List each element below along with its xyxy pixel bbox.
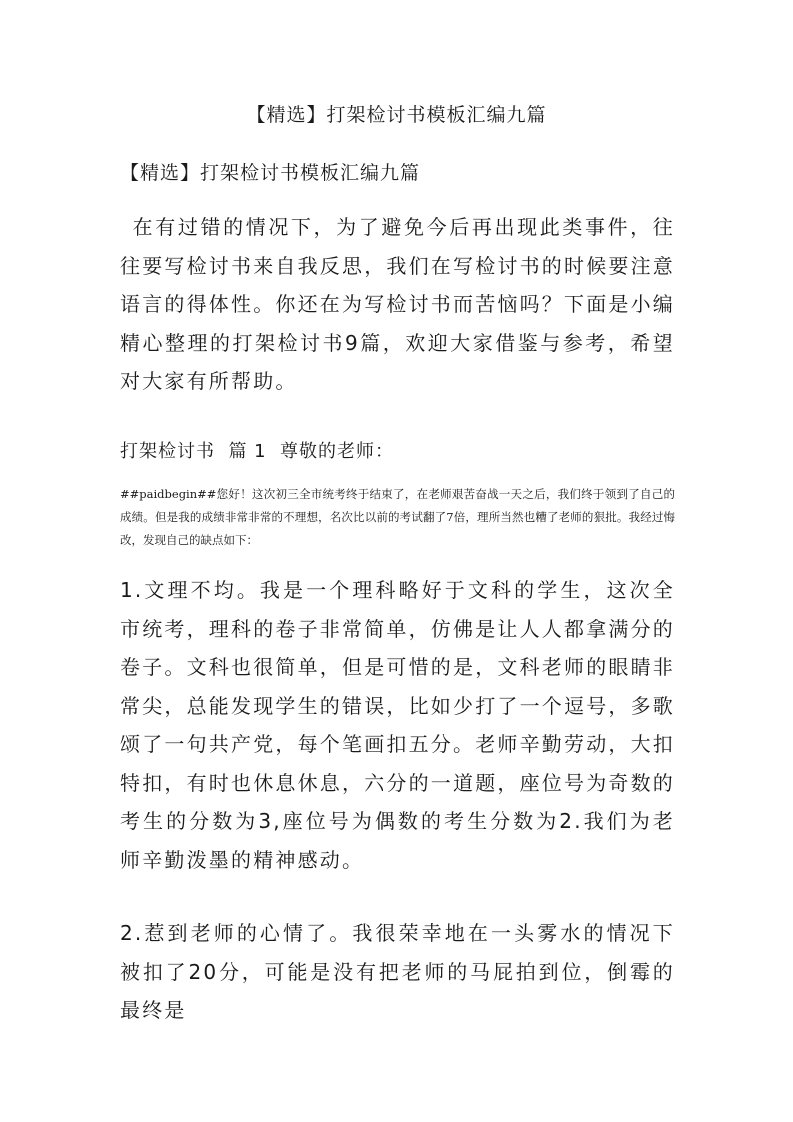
- document-subtitle: 【精选】打架检讨书模板汇编九篇: [120, 162, 421, 184]
- small-paragraph: ##paidbegin##您好！这次初三全市统考终于结束了，在老师艰苦奋战一天之后，我们终于领到了自己的成绩。但是我的成绩非常非常的不理想，名次比以前的考试翻了7倍，理所当然也糟了老师的狠批。我经过悔改，发现自己的缺点如下：: [120, 487, 675, 547]
- paragraph-1: 1.文理不均。我是一个理科略好于文科的学生，这次全市统考，理科的卷子非常简单，仿佛是让人人都拿满分的卷子。文科也很简单，但是可惜的是，文科老师的眼睛非常尖，总能发现学生的错误，比如少打了一个逗号，多歌颂了一句共产党，每个笔画扣五分。老师辛勤劳动，大扣特扣，有时也休息休息，六分的一道题，座位号为奇数的考生的分数为3,座位号为偶数的考生分数为2.我们为老师辛勤泼墨的精神感动。: [120, 578, 675, 872]
- intro-paragraph: [120, 208, 675, 401]
- section-heading: 打架检讨书 篇 1 尊敬的老师：: [120, 441, 395, 462]
- paragraph-2: 2.惹到老师的心情了。我很荣幸地在一头雾水的情况下被扣了20分，可能是没有把老师的马屁拍到位，倒霉的最终是: [120, 921, 675, 1022]
- document-title: 【精选】打架检讨书模板汇编九篇: [246, 104, 547, 126]
- intro-text: 在有过错的情况下，为了避免今后再出现此类事件，往往要写检讨书来自我反思，我们在写检讨书的时候要注意语言的得体性。你还在为写检讨书而苦恼吗？下面是小编精心整理的打架检讨书9篇，欢迎大家借鉴与参考，希望对大家有所帮助。: [120, 215, 675, 393]
